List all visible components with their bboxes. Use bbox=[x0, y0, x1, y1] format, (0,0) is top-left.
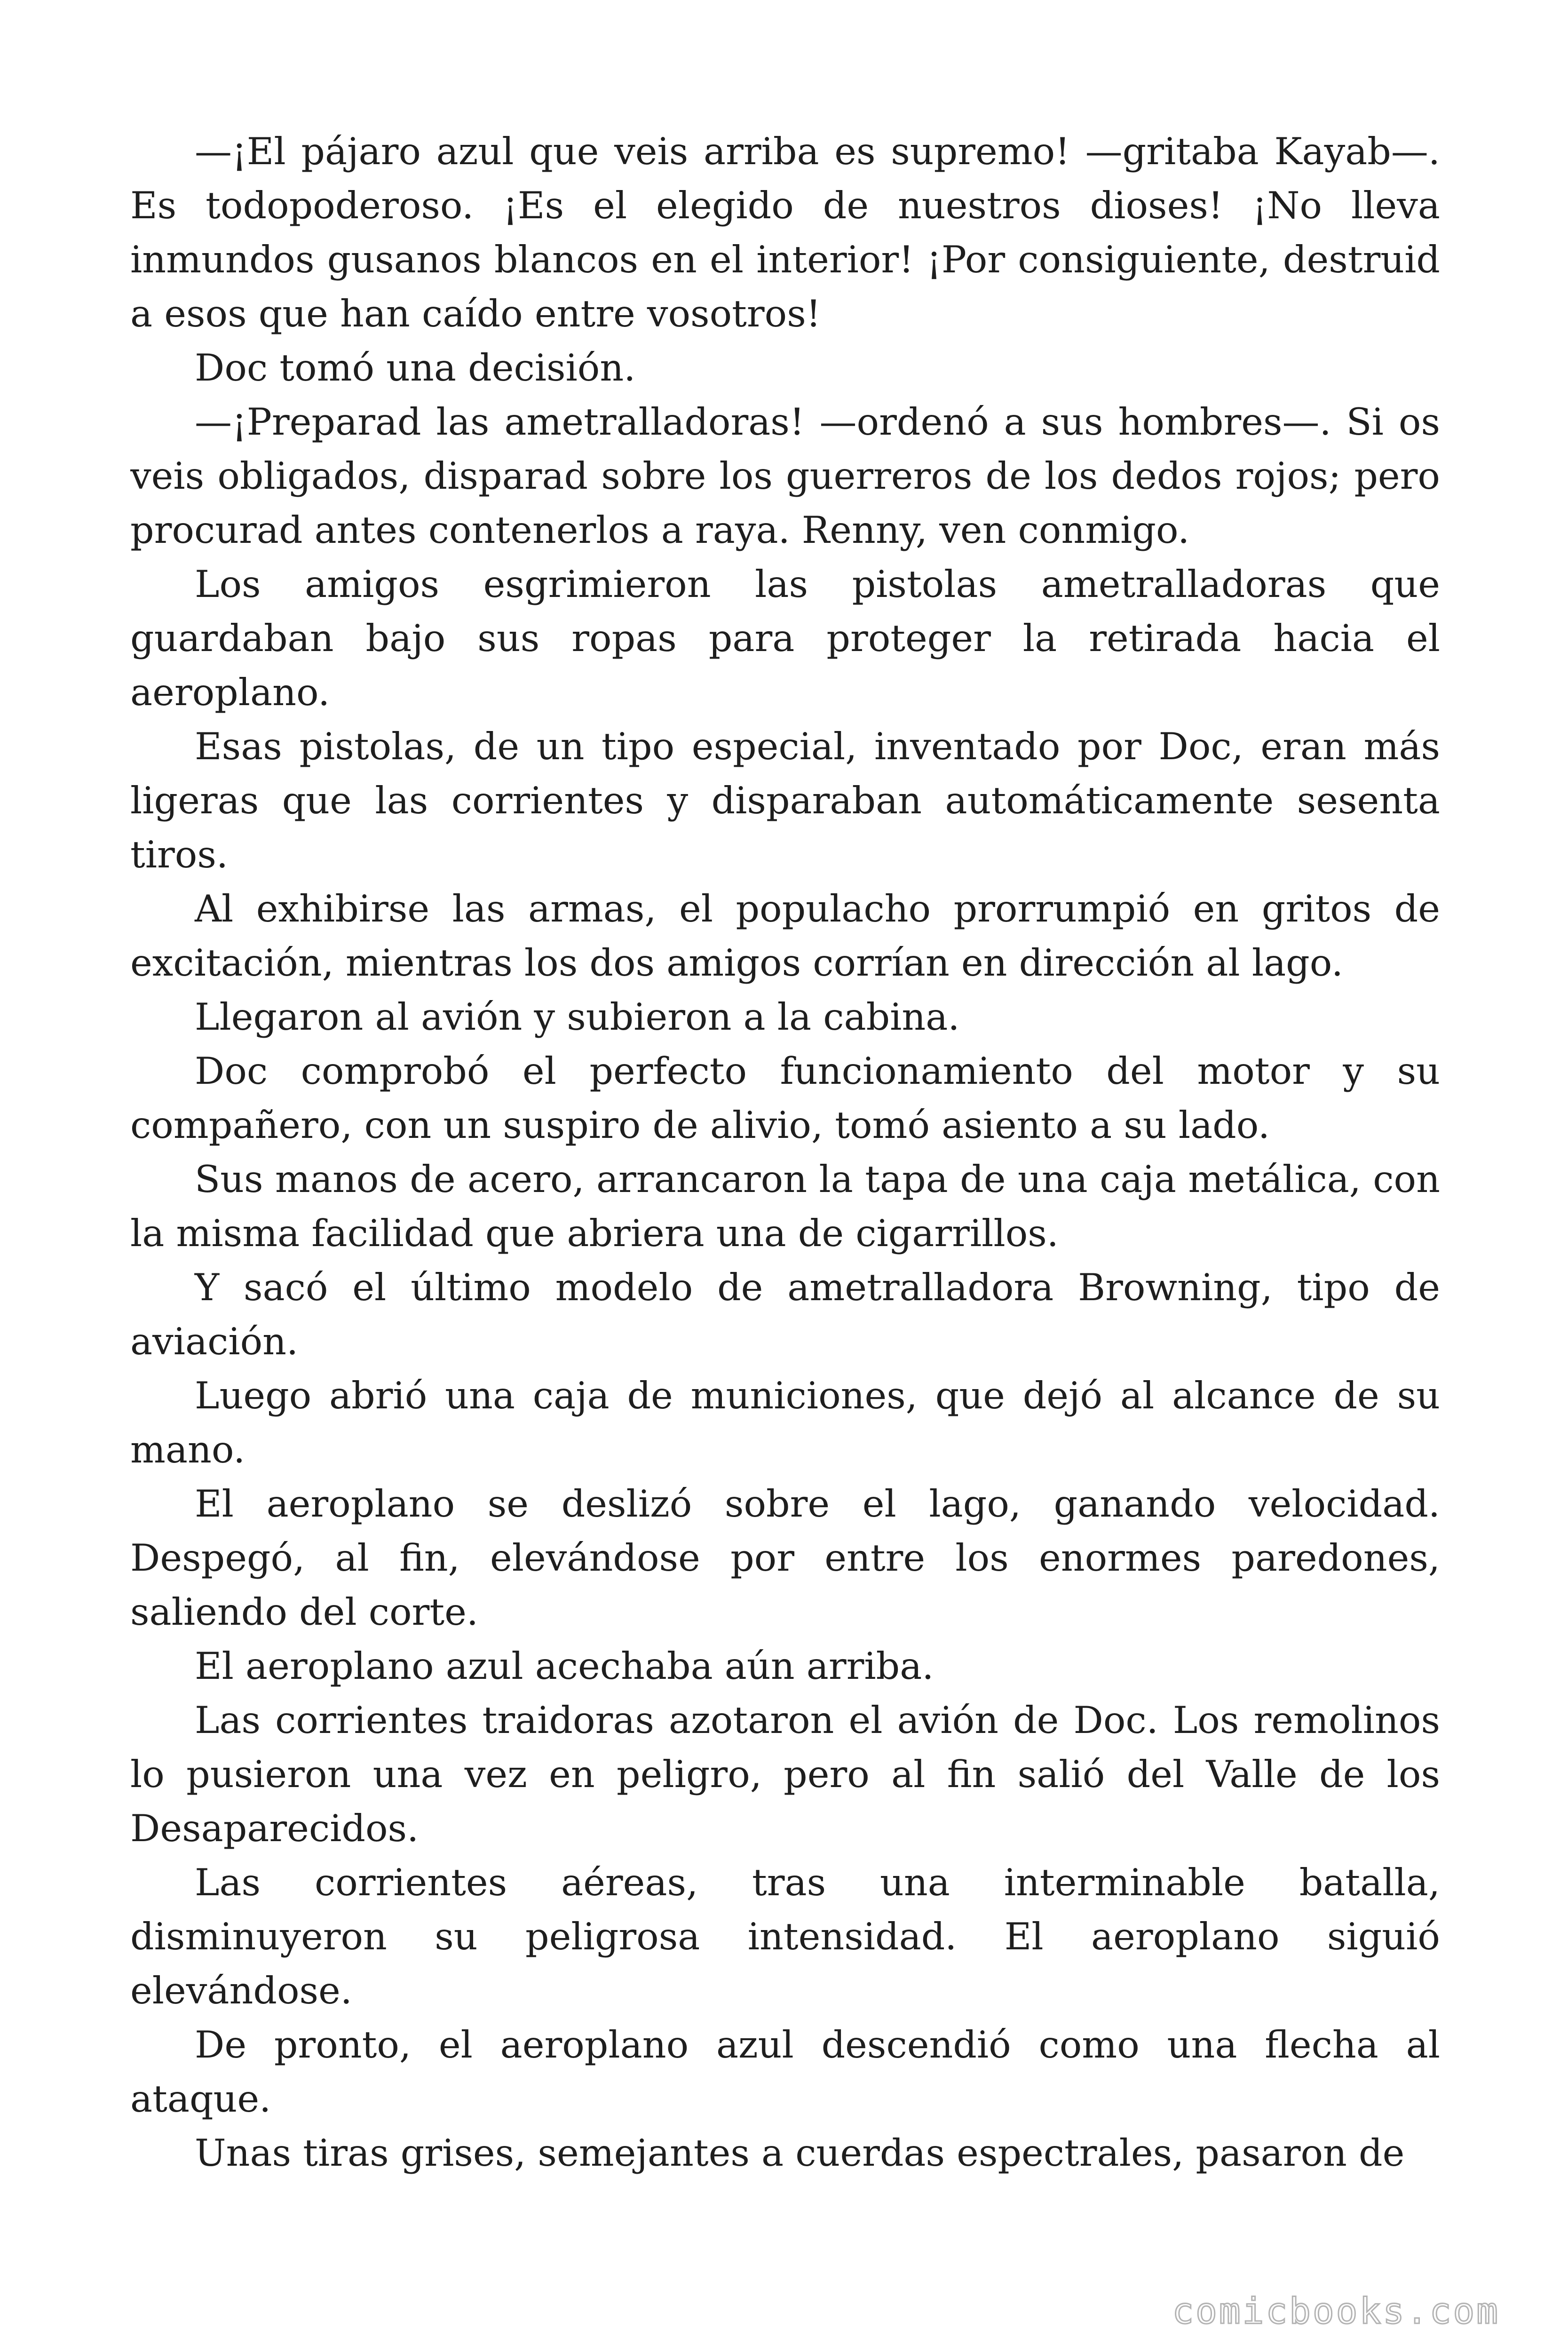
page-body bbox=[130, 125, 1440, 2241]
paragraph: Y sacó el último modelo de ametralladora Browning, tipo de aviación. bbox=[130, 1266, 1440, 1363]
paragraph: Los amigos esgrimieron las pistolas ametralladoras que guardaban bajo sus ropas para proteger la retirada hacia el aeroplano. bbox=[130, 563, 1440, 714]
paragraph: Llegaron al avión y subieron a la cabina. bbox=[195, 995, 960, 1039]
paragraph: Al exhibirse las armas, el populacho prorrumpió en gritos de excitación, mientras los dos amigos corrían en dirección al lago. bbox=[130, 887, 1440, 985]
paragraph: El aeroplano azul acechaba aún arriba. bbox=[195, 1645, 934, 1688]
paragraph: —¡El pájaro azul que veis arriba es supremo! —gritaba Kayab—. Es todopoderoso. ¡Es el elegido de nuestros dioses! ¡No lleva inmundos gusanos blancos en el interior! ¡Por consiguiente, destruid a esos que han caído entre vosotros! bbox=[130, 130, 1440, 335]
paragraph: Luego abrió una caja de municiones, que dejó al alcance de su mano. bbox=[130, 1374, 1440, 1471]
paragraph-last: Unas tiras grises, semejantes a cuerdas espectrales, pasaron de bbox=[195, 2131, 1405, 2175]
watermark-text: comicbooks.com bbox=[1172, 2290, 1500, 2332]
paragraph: Sus manos de acero, arrancaron la tapa de una caja metálica, con la misma facilidad que abriera una de cigarrillos. bbox=[130, 1158, 1440, 1255]
paragraph: —¡Preparad las ametralladoras! —ordenó a sus hombres—. Si os veis obligados, disparad sobre los guerreros de los dedos rojos; pero procurad antes contenerlos a raya. Renny, ven conmigo. bbox=[130, 400, 1440, 552]
paragraph: El aeroplano se deslizó sobre el lago, ganando velocidad. Despegó, al fin, elevándose por entre los enormes paredones, saliendo del corte. bbox=[130, 1482, 1440, 1634]
paragraph: Doc comprobó el perfecto funcionamiento del motor y su compañero, con un suspiro de alivio, tomó asiento a su lado. bbox=[130, 1049, 1440, 1147]
paragraph: De pronto, el aeroplano azul descendió como una flecha al ataque. bbox=[130, 2023, 1440, 2121]
paragraph: Esas pistolas, de un tipo especial, inventado por Doc, eran más ligeras que las corrientes y disparaban automáticamente sesenta tiros. bbox=[130, 725, 1440, 876]
paragraph: Las corrientes traidoras azotaron el avión de Doc. Los remolinos lo pusieron una vez en peligro, pero al fin salió del Valle de los Desaparecidos. bbox=[130, 1699, 1440, 1850]
paragraph: Doc tomó una decisión. bbox=[195, 346, 636, 389]
paragraph: Las corrientes aéreas, tras una interminable batalla, disminuyeron su peligrosa intensidad. El aeroplano siguió elevándose. bbox=[130, 1861, 1440, 2012]
